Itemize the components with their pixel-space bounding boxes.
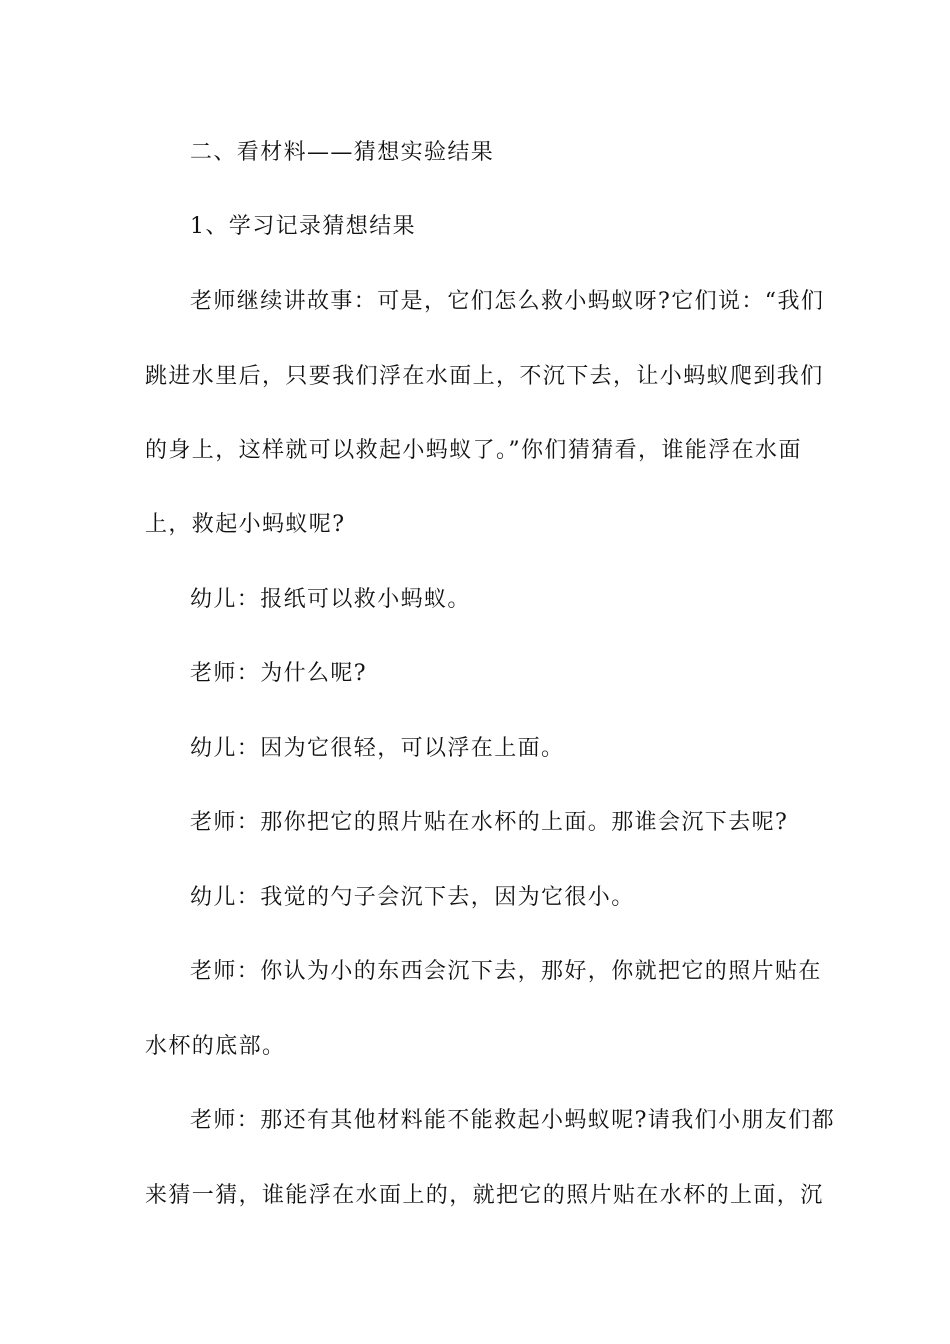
paragraph-line: 来猜一猜，谁能浮在水面上的，就把它的照片贴在水杯的上面，沉 [145,1183,824,1208]
paragraph-line: 幼儿：因为它很轻，可以浮在上面。 [190,736,565,761]
paragraph-line: 老师：那你把它的照片贴在水杯的上面。那谁会沉下去呢? [190,810,789,835]
paragraph-line: 幼儿：报纸可以救小蚂蚁。 [190,587,471,612]
paragraph-line: 跳进水里后，只要我们浮在水面上，不沉下去，让小蚂蚁爬到我们 [145,364,824,389]
paragraph-line: 老师继续讲故事：可是，它们怎么救小蚂蚁呀?它们说：“我们 [190,289,825,314]
paragraph-line: 上，救起小蚂蚁呢? [145,512,346,537]
paragraph-line: 的身上，这样就可以救起小蚂蚁了。”你们猜猜看，谁能浮在水面 [145,438,802,463]
paragraph-line: 老师：那还有其他材料能不能救起小蚂蚁呢?请我们小朋友们都 [190,1108,835,1133]
section-heading: 二、看材料——猜想实验结果 [190,140,495,165]
paragraph-line: 幼儿：我觉的勺子会沉下去，因为它很小。 [190,885,635,910]
paragraph-line: 水杯的底部。 [145,1034,286,1059]
subsection-heading: 1、学习记录猜想结果 [190,214,416,239]
paragraph-line: 老师：为什么呢? [190,661,367,686]
paragraph-line: 老师：你认为小的东西会沉下去，那好，你就把它的照片贴在 [190,959,822,984]
